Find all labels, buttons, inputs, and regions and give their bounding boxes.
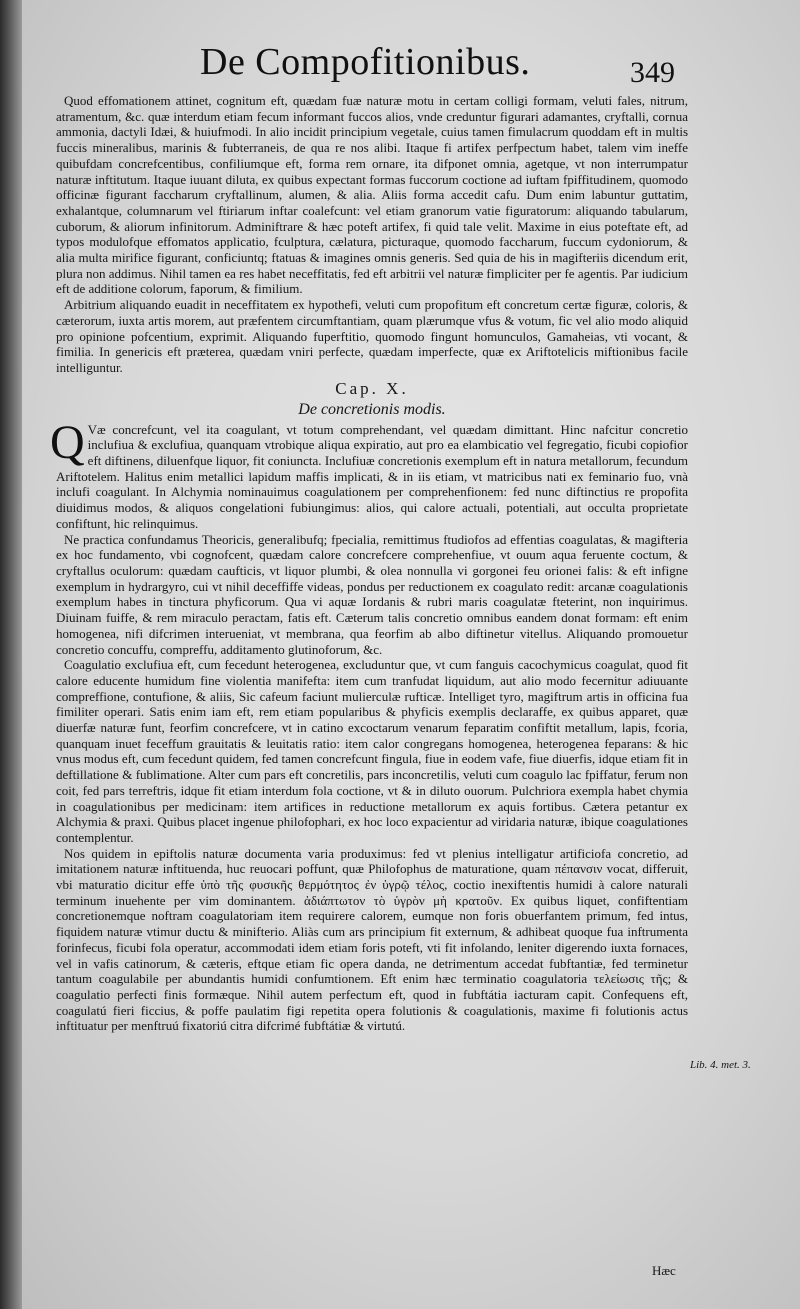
paragraph-practica: Ne practica confundamus Theoricis, generalibufq; fpecialia, remittimus ftudiofos ad effentias coagulatas, & magifteria ex hoc fundamento, vbi cognofcent, quædam calore concrefcere comprehenfiue, vt ouum aqua feruente coctum, & cryftallus oculorum: quædam caufticis, vt liquor plumbi, & olea nonnulla vi gorgonei feu orionei falis: & eft infigne exemplum in hydrargyro, cui vt nihil deceffiffe videas, pondus per reductionem ex coagulato redit: arcanæ coagulationis exemplum habes in tinctura phyficorum. Qua vi aquæ Iordanis & rubri maris coagulatæ fteterint, non inquirimus. Diuinam fuiffe, & rem miraculo peractam, fatis eft. Cæterum talis concretio omnibus eandem donat formam: eft enim homogenea, nifi difcrimen interueniat, vt membrana, qua feorfim ab albo diftinetur vitellus. Aliquando promouetur concretio concuffu, compreffu, additamento glutinoforum, &c. [56,531,688,657]
chapter-subtitle: De concretionis modis. [298,400,446,418]
catchword: Hæc [652,1263,676,1278]
running-title: De Compofitionibus. [200,41,531,83]
page-gutter-shadow [0,0,22,1309]
margin-note: Lib. 4. met. 3. [690,1059,751,1071]
chapter-heading: Cap. X. [335,378,409,398]
main-text [50,93,688,1034]
paragraph-concretion-text: Væ concrefcunt, vel ita coagulant, vt totum comprehendant, vel quædam dimittant. Hinc nafcitur concretio inclufiua & exclufiua, quanquam vtrobique aliqua expiratio, aut pro ea elambicatio vel fegregatio, ficubi copiofior eft diftinens, diluenfque liquor, fit coniuncta. Inclufiuæ concretionis exemplum eft in natura metallorum, fecundum Ariftotelem. Halitus enim metallici lapidum maffis implicati, & in iis etiam, vt matricibus nati ex feminario fuo, vnà inclufi coagulant. In Alchymia nominauimus coagulationem per comprehenfionem: fed nunc diftinctius re propofita diuidimus modos, & aliquos congelationi fubiungimus: alios, qui calore actuali, potentiali, aut occulta proprietate confiftunt, hic relinquimus. [56,421,688,531]
paragraph-coagulatio-exclusiua: Coagulatio exclufiua eft, cum fecedunt heterogenea, excluduntur que, vt cum fanguis cacochymicus coagulat, quod fit calore educente humidum fine violentia manifefta: item cum tranfudat liquidum, aut alio modo fecernitur adiuuante compreffione, contufione, & aliis, Sic cafeum faciunt mulierculæ rufticæ. Intelliget tyro, magiftrum artis in officina fua fimiliter operari. Satis enim iam eft, rem etiam popularibus & phyficis exemplis declaraffe, ex quibus apparet, quæ diuerfæ naturæ funt, feorfim concrefcere, vt in catino excoctarum venarum feparatim confiftit metallum, lapis, fcoria, quanquam inuet feceffum grauitatis & leuitatis ratio: item calor congregans homogenea, heterogenea feparans: & hic vnus modus eft, cum fecedunt quidem, fed tamen concrefcunt fingula, fiue in eodem vafe, fiue diuerfis, idque etiam fit in deftillatione & fublimatione. Alter cum pars eft concretilis, pars inconcretilis, veluti cum coagulo lac fpiffatur, ferum non coit, fed pars terreftris, idque fit etiam interdum fola coctione, vt & in diluto ouorum. Pulchriora exempla habet chymia in coagulationibus per medicinam: item artifices in reductione metallorum ex aquis fortibus. Cætera petantur ex Alchymia & praxi. Quibus placet ingenue philofophari, ex hoc loco expacientur ad viridaria naturæ, ibique coagulationes contemplentur. [56,657,688,845]
drop-cap: Q [50,415,85,469]
paragraph-arbitrium: Arbitrium aliquando euadit in neceffitatem ex hypothefi, veluti cum propofitum eft concretum certæ figuræ, coloris, & cæterorum, iuxta artis morem, aut præfentem circumftantiam, quam plærumque vfus & votum, fic vel alio modo aliquid pro opinione pofcentium, exprimit. Aliquando fuperftitio, quomodo fingunt homunculos, Gamaheias, vti vocant, & fimilia. In genericis eft præterea, quædam vniri perfecte, quædam imperfecte, quæ ex Ariftotelicis miftionibus facile intelliguntur. [56,297,688,375]
paragraph-concretion-intro [50,415,688,532]
paragraph-formation: Quod effomationem attinet, cognitum eft, quædam fuæ naturæ motu in certam colligi formam, veluti fales, nitrum, atramentum, &c. quæ interdum etiam fecum informant fuccos alios, vnde creduntur figurari adamantes, cryftalli, cornua ammonia, dactyli Idæi, & huiufmodi. In alio incidit principium vegetale, cuius tamen fimulacrum quoddam eft in multis fuccis mineralibus, marinis & fubterraneis, de qua re nos alibi. Itaque fi artifex perfpectum habet, talem vim ineffe quibufdam concrefcentibus, confiliumque eft, forma rem ornare, ita difponet omnia, agetque, vt non interrumpatur naturæ inftitutum. Itaque iuuant diluta, ex quibus expectant formas fuccorum coctione ad iuftam fpiffitudinem, quomodo officinæ figurant faccharum cryftallinum, alumen, & alia. Aliis forma accedit cafu. Dum enim labuntur guttatim, exhalantque, columnarum vel ftiriarum inftar coalefcunt: vel etiam granorum vatie figuratorum: aliquando tabularum, cuborum, & aliorum infinitorum. Adminiftrare & hæc poteft artifex, fi quid tale velit. Maxime in eius poteftate eft, ad typos modulofque effomatos applicatio, fculptura, cælatura, picturaque, quomodo faccharum, fuccum cydoniorum, & alia multa mirifice figurant, conficiuntq; ftatuas & imagines omnis generis. Sed quia de his in magifteriis dicendum erit, plura non addimus. Nihil tamen ea res habet neceffitatis, fed eft arbitrii vel naturæ fimpliciter per fe agentis. Par iudicium eft de additione colorum, faporum, & fimilium. [56,93,688,297]
paragraph-epistolis: Nos quidem in epiftolis naturæ documenta varia produximus: fed vt plenius intelligatur artificiofa concretio, ad imitationem naturæ inftituenda, huc reuocari poffunt, quæ Philofophus de maturatione, quam πέπανσιν vocat, differuit, vbi maturatio dicitur effe ὑπὸ τῆς φυσικῆς θερμότητος ἐν ὑγρῷ τέλος, coctio inexiftentis humidi à calore naturali terminum inuehente per vim dominantem. ἀδιάπτωτον τὸ ὑγρὸν μὴ κρατοῦν. Ex quibus liquet, confiftentiam concretionemque noftram coagulatoriam item requirere calorem, eumque non foris obuerfantem primum, fed intus, fiquidem naturæ vtimur ductu & minifterio. Aliàs cum ars principium fit externum, & adhibeat quoque fua inftrumenta forinfecus, ficubi fola operatur, accommodati idem etiam foris poteft, vti fit infolando, leniter digerendo iuxta fornaces, vel in vafis catinorum, & cæteris, eftque etiam fic opera danda, ne detrimentum accedat fubftantiæ, fed terminetur tantum coagulabile per abundantis humidi confumtionem. Eft enim hæc terminatio coagulatoria τελείωσις τῆς; & coagulatio perfecti finis formæque. Nihil autem perfectum eft, quod in fubftátia iacturam capit. Confequens eft, coagulatú fieri ficcius, & poffe paulatim figi repetita opera folutionis & coagulationis, maxime fi folutionis actus inftituatur per menftruú fixatoriú citra difcrimé fubftátiæ & virtutú. [56,845,688,1034]
page-number: 349 [630,56,675,89]
